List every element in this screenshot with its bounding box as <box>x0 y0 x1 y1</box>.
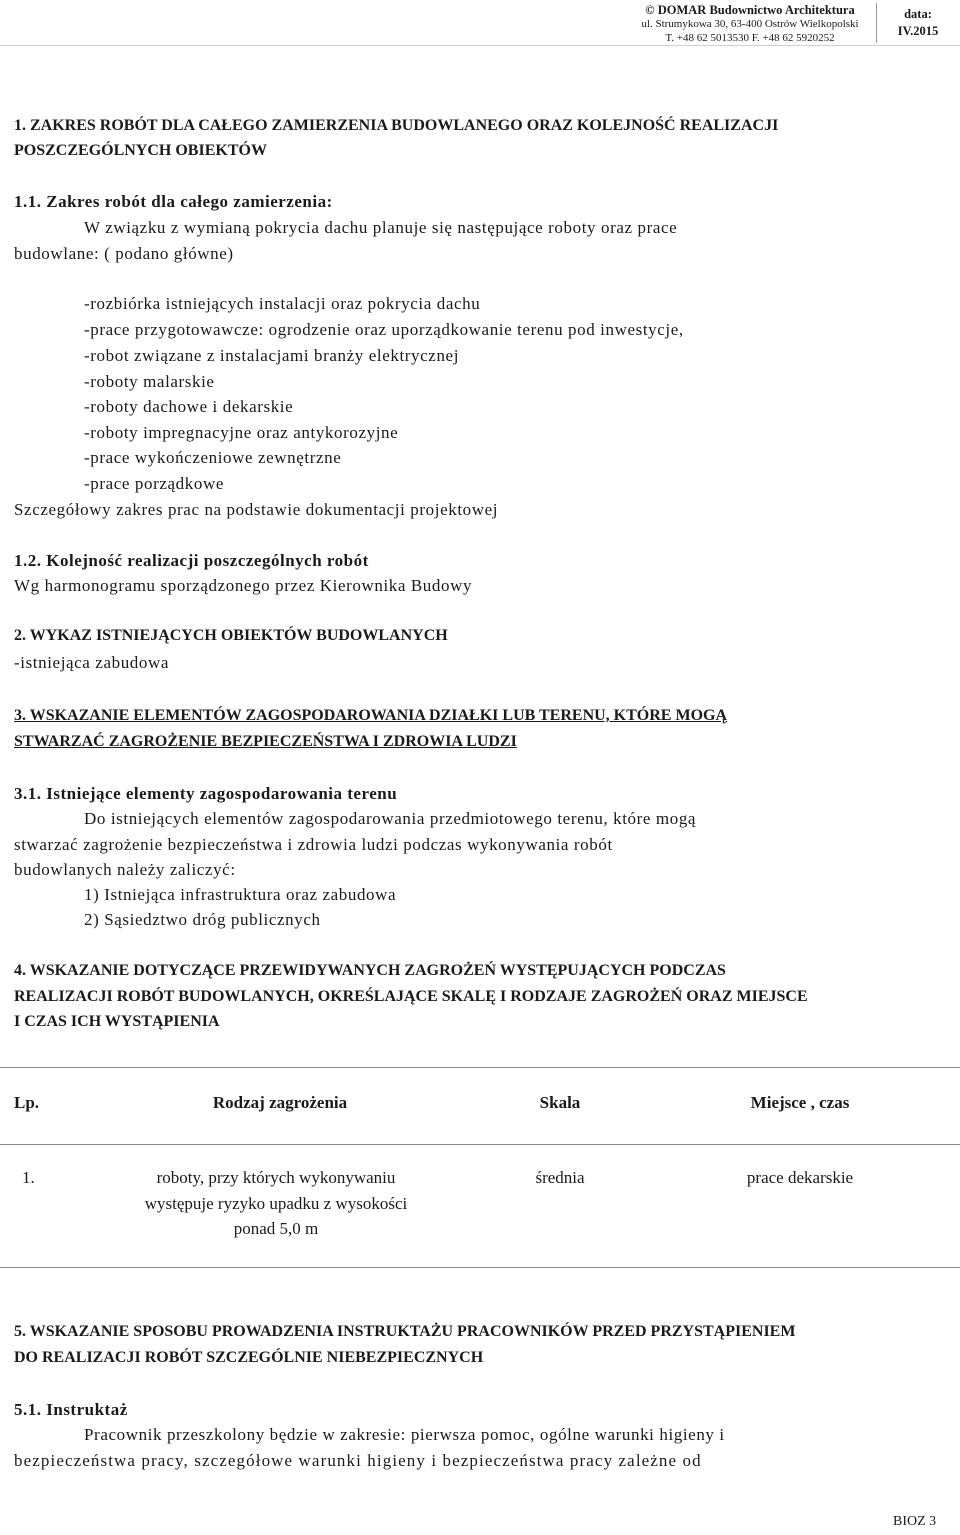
work-list-item: -prace przygotowawcze: ogrodzenie oraz uporządkowanie terenu pod inwestycje, <box>84 320 684 339</box>
company-phones: T. +48 62 5013530 F. +48 62 5920252 <box>665 32 835 44</box>
work-list-item: -roboty dachowe i dekarskie <box>84 397 294 416</box>
work-list-item: -robot związane z instalacjami branży elektrycznej <box>84 346 460 365</box>
hazard-list-item: 2) Sąsiedztwo dróg publicznych <box>84 910 321 929</box>
section-5-1-line-1: Pracownik przeszkolony będzie w zakresie: pierwsza pomoc, ogólne warunki higieny i <box>84 1425 725 1444</box>
section-3-title-line-1: 3. WSKAZANIE ELEMENTÓW ZAGOSPODAROWANIA DZIAŁKI LUB TERENU, KTÓRE MOGĄ <box>14 707 728 724</box>
section-2-title: 2. WYKAZ ISTNIEJĄCYCH OBIEKTÓW BUDOWLANYCH <box>14 627 448 644</box>
table-header-lp: Lp. <box>14 1093 40 1112</box>
table-cell-scale: średnia <box>535 1168 585 1187</box>
table-top-border <box>0 1067 960 1068</box>
table-cell-desc-line-2: występuje ryzyko upadku z wysokości <box>144 1194 408 1213</box>
work-list-item: -rozbiórka istniejących instalacji oraz pokrycia dachu <box>84 294 481 313</box>
section-2-text: -istniejąca zabudowa <box>14 653 170 672</box>
section-3-1-title: 3.1. Istniejące elementy zagospodarowania terenu <box>14 784 398 803</box>
work-list-item: -prace wykończeniowe zewnętrzne <box>84 448 342 467</box>
section-5-1-title: 5.1. Instruktaż <box>14 1400 128 1419</box>
section-5-1-line-2: bezpieczeństwa pracy, szczegółowe warunki higieny i bezpieczeństwa pracy zależne od <box>14 1451 702 1470</box>
table-cell-desc-line-1: roboty, przy których wykonywaniu <box>156 1168 396 1187</box>
section-4-title-line-2: REALIZACJI ROBÓT BUDOWLANYCH, OKREŚLAJĄCE SKALĘ I RODZAJE ZAGROŻEŃ ORAZ MIEJSCE <box>14 988 808 1005</box>
section-3-1-line-3: budowlanych należy zaliczyć: <box>14 860 236 879</box>
section-5-title-line-2: DO REALIZACJI ROBÓT SZCZEGÓLNIE NIEBEZPIECZNYCH <box>14 1349 484 1366</box>
section-1-title-line-2: POSZCZEGÓLNYCH OBIEKTÓW <box>14 142 267 159</box>
header-rule <box>0 45 960 46</box>
section-3-1-line-1: Do istniejących elementów zagospodarowania przedmiotowego terenu, które mogą <box>84 809 697 828</box>
header-date-block <box>888 6 948 40</box>
section-3-1-line-2: stwarzać zagrożenie bezpieczeństwa i zdrowia ludzi podczas wykonywania robót <box>14 835 613 854</box>
table-header-type: Rodzaj zagrożenia <box>212 1093 348 1112</box>
work-list-item: -roboty malarskie <box>84 372 215 391</box>
table-header-scale: Skala <box>539 1093 581 1112</box>
section-5-title-line-1: 5. WSKAZANIE SPOSOBU PROWADZENIA INSTRUKTAŻU PRACOWNIKÓW PRZED PRZYSTĄPIENIEM <box>14 1323 796 1340</box>
table-cell-desc-line-3: ponad 5,0 m <box>233 1219 319 1238</box>
work-list-item: -prace porządkowe <box>84 474 224 493</box>
table-cell-lp: 1. <box>22 1168 35 1187</box>
table-header-place: Miejsce , czas <box>750 1093 850 1112</box>
section-1-1-intro-line-2: budowlane: ( podano główne) <box>14 244 234 263</box>
date-label: data: <box>904 7 932 21</box>
section-1-1-closing: Szczegółowy zakres prac na podstawie dokumentacji projektowej <box>14 500 499 519</box>
section-1-1-title: 1.1. Zakres robót dla całego zamierzenia: <box>14 192 333 211</box>
company-address: ul. Strumykowa 30, 63-400 Ostrów Wielkopolski <box>641 18 859 30</box>
page-number: BIOZ 3 <box>893 1514 937 1529</box>
section-1-2-title: 1.2. Kolejność realizacji poszczególnych robót <box>14 551 369 570</box>
hazard-list-item: 1) Istniejąca infrastruktura oraz zabudowa <box>84 885 397 904</box>
section-1-1-intro-line-1: W związku z wymianą pokrycia dachu planuje się następujące roboty oraz prace <box>84 218 678 237</box>
work-list-item: -roboty impregnacyjne oraz antykorozyjne <box>84 423 399 442</box>
header-separator <box>876 3 877 43</box>
table-header-border <box>0 1144 960 1145</box>
section-1-title-line-1: 1. ZAKRES ROBÓT DLA CAŁEGO ZAMIERZENIA BUDOWLANEGO ORAZ KOLEJNOŚĆ REALIZACJI <box>14 117 779 134</box>
section-4-title-line-3: I CZAS ICH WYSTĄPIENIA <box>14 1013 220 1030</box>
header-company-block <box>640 3 860 45</box>
table-cell-place: prace dekarskie <box>746 1168 854 1187</box>
company-name: © DOMAR Budownictwo Architektura <box>645 3 855 17</box>
section-4-title-line-1: 4. WSKAZANIE DOTYCZĄCE PRZEWIDYWANYCH ZAGROŻEŃ WYSTĘPUJĄCYCH PODCZAS <box>14 962 726 979</box>
table-bottom-border <box>0 1267 960 1268</box>
date-value: IV.2015 <box>897 24 939 38</box>
section-1-2-text: Wg harmonogramu sporządzonego przez Kierownika Budowy <box>14 576 473 595</box>
section-3-title-line-2: STWARZAĆ ZAGROŻENIE BEZPIECZEŃSTWA I ZDROWIA LUDZI <box>14 733 517 750</box>
